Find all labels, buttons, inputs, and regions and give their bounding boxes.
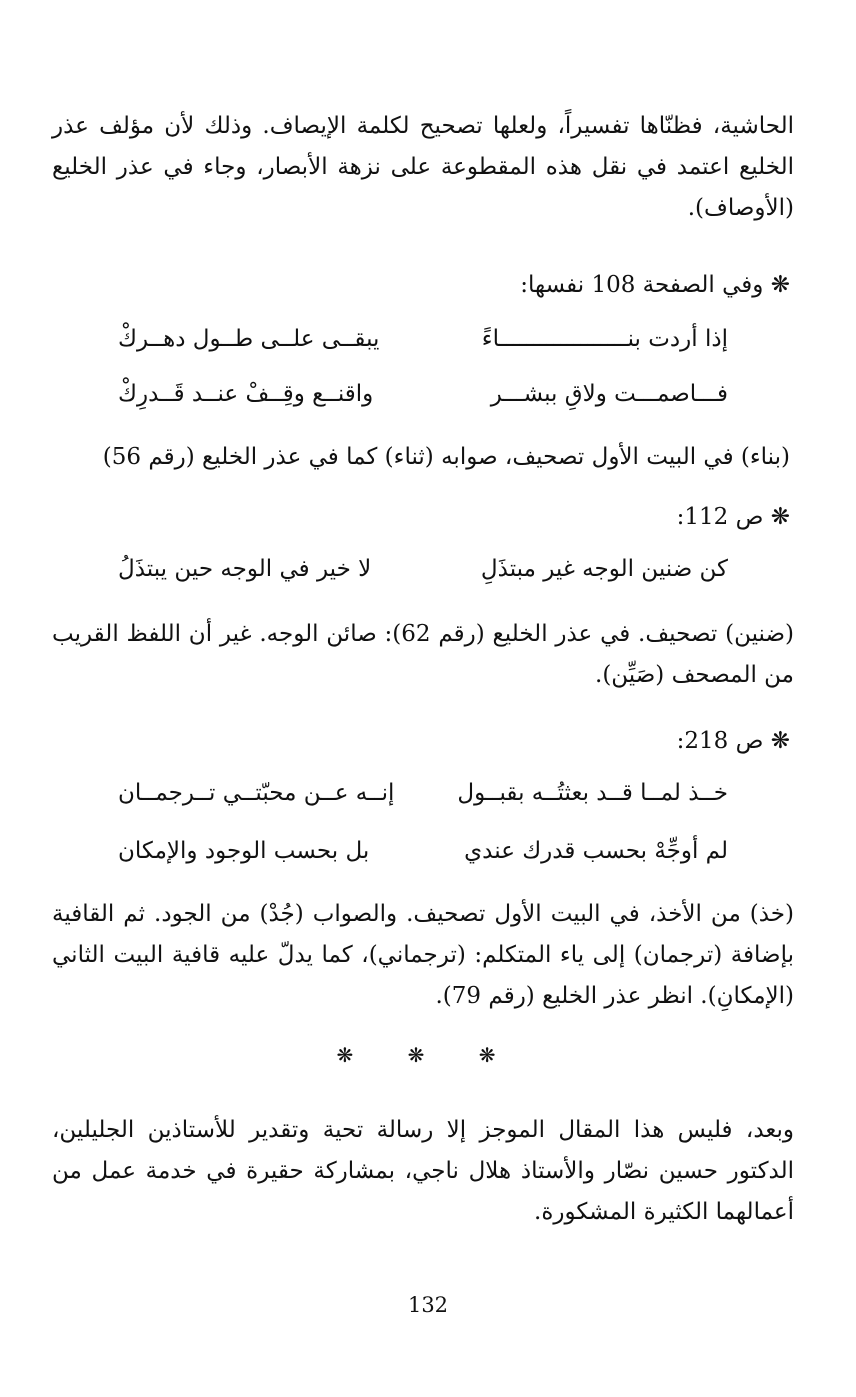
verse-5: [118, 838, 728, 878]
paragraph-1: الحاشية، فظنّاها تفسيراً، ولعلها تصحيح لكلمة الإيصاف. وذلك لأن مؤلف عذر الخليع اعتمد في نقل هذه المقطوعة على نزهة الأبصار، وجاء في عذر الخليع (الأوصاف).: [52, 113, 794, 221]
verse-2-first-hemistich: فـــاصمـــت ولاقِ ببشـــر: [490, 381, 728, 407]
verse-5-first-hemistich: لم أوجِّهْ بحسب قدرك عندي: [464, 838, 728, 864]
paragraph-3: (ضنين) تصحيف. في عذر الخليع (رقم 62): صائن الوجه. غير أن اللفظ القريب من المصحف (صَيِّن).: [52, 621, 794, 688]
note-page-218: ❋ ص 218:: [676, 728, 790, 754]
verse-4-first-hemistich: خــذ لمــا قــد بعثتُــه بقبــول: [457, 780, 728, 806]
paragraph-5: وبعد، فليس هذا المقال الموجز إلا رسالة تحية وتقدير للأستاذين الجليلين، الدكتور حسين نصّار والأستاذ هلال ناجي، بمشاركة حقيرة في خدمة عمل من أعمالهما الكثيرة المشكورة.: [52, 1117, 794, 1225]
verse-1: [118, 326, 728, 366]
verse-3: [118, 556, 728, 596]
page-number: 132: [407, 1293, 449, 1317]
verse-2-second-hemistich: واقنــع وقِــفْ عنــد قَــدرِكْ: [118, 381, 374, 407]
paragraph-4: (خذ) من الأخذ، في البيت الأول تصحيف. والصواب (جُدْ) من الجود. ثم القافية بإضافة (ترجمان) إلى ياء المتكلم: (ترجماني)، كما يدلّ عليه قافية البيت الثاني (الإمكانِ). انظر عذر الخليع (رقم 79).: [52, 901, 794, 1009]
verse-4: [118, 780, 728, 820]
verse-1-second-hemistich: يبقــى علــى طــول دهــركْ: [118, 326, 380, 352]
verse-3-first-hemistich: كن ضنين الوجه غير مبتذَلِ: [480, 556, 728, 582]
verse-5-second-hemistich: بل بحسب الوجود والإمكان: [118, 838, 370, 864]
verse-3-second-hemistich: لا خير في الوجه حين يبتذَلُ: [118, 556, 372, 582]
section-divider-stars: ❋ ❋ ❋: [336, 1043, 520, 1067]
paragraph-2: (بناء) في البيت الأول تصحيف، صوابه (ثناء) كما في عذر الخليع (رقم 56): [102, 444, 790, 470]
note-page-108: ❋ وفي الصفحة 108 نفسها:: [520, 272, 790, 298]
verse-4-second-hemistich: إنــه عــن محبّتــي تــرجمــان: [118, 780, 395, 806]
verse-2: [118, 381, 728, 421]
verse-1-first-hemistich: إذا أردت بنـــــــــــــــــــاءً: [481, 326, 728, 352]
note-page-112: ❋ ص 112:: [676, 504, 790, 530]
